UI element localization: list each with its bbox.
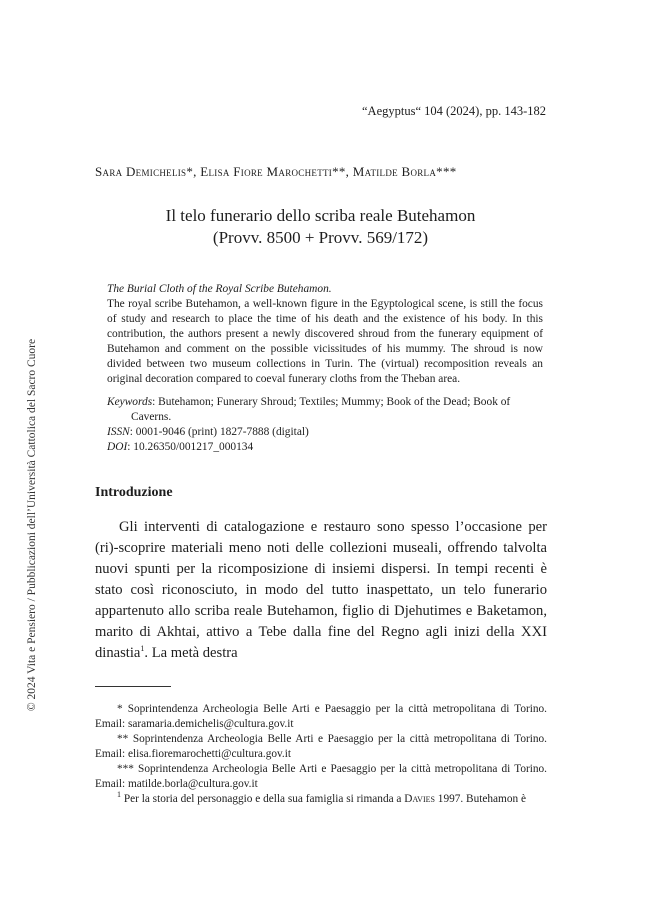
footnote-separator: [95, 686, 171, 687]
abstract-text: The royal scribe Butehamon, a well-known figure in the Egyptological scene, is still the focus of study and research to place the time of his death and the existence of his body. In this contribution, the authors present a newly discovered shroud from the funerary equipment of Butehamon and comment on the possible vicissitudes of his mummy. The shroud is now divided between two museum collections in Turin. The (virtual) recomposition reveals an original decoration compared to coeval funerary cloths from the Theban area.: [107, 298, 543, 385]
footnote-author-3: *** Soprintendenza Archeologia Belle Arti e Paesaggio per la città metropolitana di Torino. Email: matilde.borla@cultura.gov.it: [95, 763, 547, 790]
keywords-value: Butehamon; Funerary Shroud; Textiles; Mummy; Book of the Dead; Book of Caverns.: [131, 396, 511, 423]
keywords-label: Keywords: [107, 396, 153, 408]
copyright-notice: © 2024 Vita e Pensiero / Pubblicazioni dell’Università Cattolica del Sacro Cuore: [26, 338, 38, 712]
doi-value: 10.26350/001217_000134: [133, 441, 254, 453]
doi-label: DOI: [107, 441, 128, 453]
footnote-reference: 1: [140, 644, 145, 654]
issn-value: 0001-9046 (print) 1827-7888 (digital): [135, 426, 309, 438]
title-line-2: (Provv. 8500 + Provv. 569/172): [212, 228, 429, 247]
footnote-1-text-after: 1997. Butehamon è: [434, 793, 526, 805]
footnote-1-text-before: Per la storia del personaggio e della sua famiglia si rimanda a: [121, 793, 405, 805]
article-metadata: [107, 395, 543, 455]
abstract: [107, 282, 543, 387]
body-paragraph: [95, 517, 547, 664]
keywords-line: Keywords: Butehamon; Funerary Shroud; Textiles; Mummy; Book of the Dead; Book of Caverns.: [107, 396, 511, 423]
issn-line: ISSN: 0001-9046 (print) 1827-7888 (digital): [107, 426, 309, 438]
footnote-1-marker: 1: [117, 790, 121, 800]
issn-label: ISSN: [107, 426, 130, 438]
footnote-author-1: * Soprintendenza Archeologia Belle Arti e Paesaggio per la città metropolitana di Torino. Email: saramaria.demichelis@cultura.gov.it: [95, 703, 547, 730]
doi-line: DOI: 10.26350/001217_000134: [107, 441, 254, 453]
footnote-author-2: ** Soprintendenza Archeologia Belle Arti e Paesaggio per la città metropolitana di Torino. Email: elisa.fioremarochetti@cultura.gov.it: [95, 733, 547, 760]
body-text-tail: . La metà destra: [144, 645, 238, 661]
abstract-english-title: The Burial Cloth of the Royal Scribe Butehamon.: [107, 283, 332, 295]
footnotes: [95, 702, 547, 807]
journal-reference: “Aegyptus“ 104 (2024), pp. 143-182: [362, 104, 546, 118]
body-text-main: Gli interventi di catalogazione e restauro sono spesso l’occasione per (ri)-scoprire materiali meno noti delle collezioni museali, offrendo talvolta nuovi spunti per la ricomposizione di insiemi dispersi. In tempi recenti è stato così riconosciuto, in modo del tutto inaspettato, un telo funerario appartenuto allo scriba reale Butehamon, figlio di Djehutimes e Baketamon, marito di Akhtai, attivo a Tebe dalla fine del Regno agli inizi della XXI dinastia: [95, 519, 547, 661]
section-heading: Introduzione: [95, 485, 173, 500]
title-line-1: Il telo funerario dello scriba reale Butehamon: [165, 206, 476, 225]
authors-line: Sara Demichelis*, Elisa Fiore Marochetti**, Matilde Borla***: [95, 164, 457, 179]
article-title: [95, 205, 546, 249]
footnote-1: [95, 792, 547, 807]
footnote-1-cited-author: Davies: [404, 793, 435, 805]
